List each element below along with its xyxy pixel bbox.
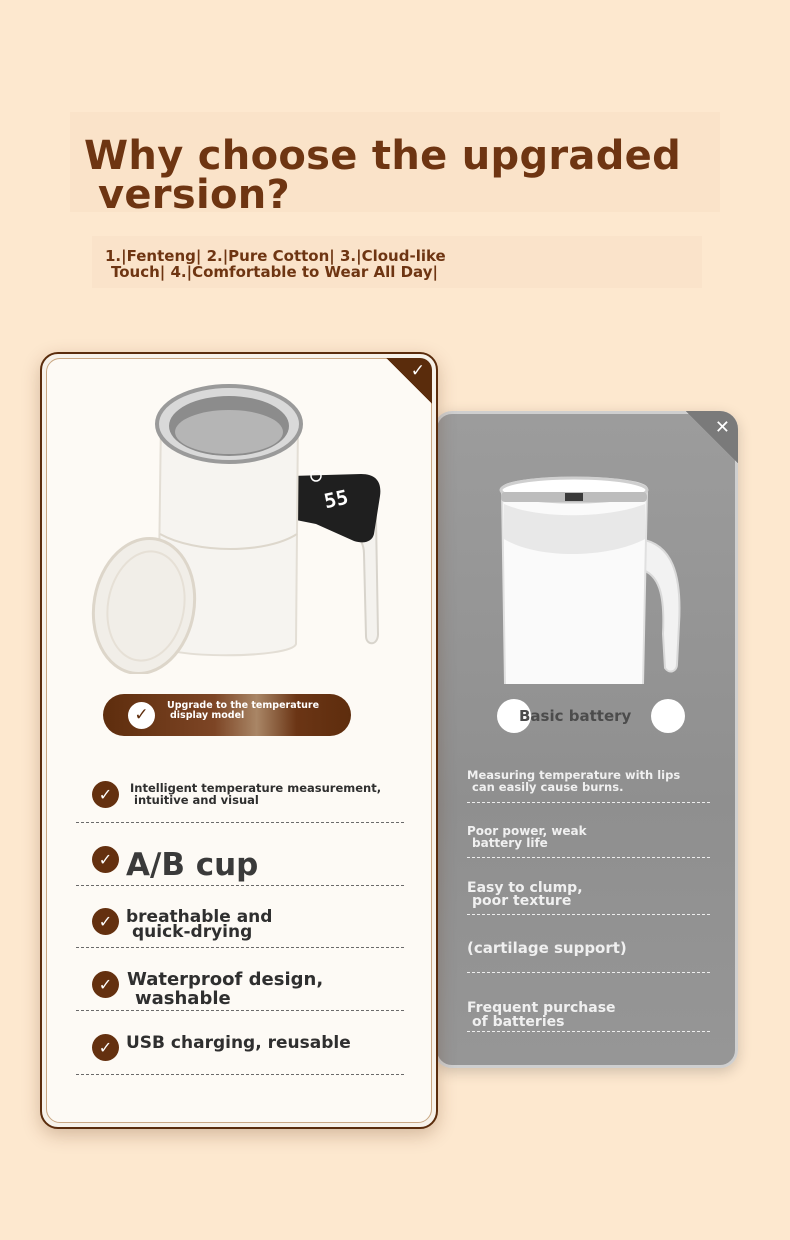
temperature-display: 55 <box>321 484 351 514</box>
upgrade-pill-line1: Upgrade to the temperature <box>167 700 320 711</box>
page-subtitle <box>105 248 665 280</box>
upgrade-model-pill <box>103 694 351 736</box>
basic-battery-pill <box>497 698 685 734</box>
basic-feature-1-line2: can easily cause burns. <box>472 780 624 794</box>
basic-feature-5 <box>467 1001 710 1032</box>
upgraded-feature-3 <box>76 905 404 948</box>
basic-feature-4 <box>467 940 710 973</box>
check-icon: ✓ <box>92 1034 119 1061</box>
basic-feature-5-line1: Frequent purchase <box>467 1000 616 1016</box>
upgraded-feature-1 <box>76 779 404 823</box>
upgraded-feature-5-line1: USB charging, reusable <box>126 1033 351 1053</box>
basic-feature-2-line1: Poor power, weak <box>467 824 587 838</box>
basic-mug-image <box>497 464 697 684</box>
upgraded-feature-1-line1: Intelligent temperature measurement, <box>130 781 382 795</box>
check-icon: ✓ <box>92 971 119 998</box>
check-icon: ✓ <box>92 781 119 808</box>
basic-feature-2 <box>467 825 710 858</box>
pill-dot-right <box>651 699 685 733</box>
upgrade-pill-label <box>167 701 327 721</box>
upgraded-feature-2 <box>76 843 404 886</box>
check-icon: ✓ <box>92 908 119 935</box>
premium-mug-image <box>86 384 396 674</box>
upgraded-feature-2-line1: A/B cup <box>126 847 259 883</box>
basic-feature-3 <box>467 882 710 915</box>
basic-corner-badge <box>686 411 738 463</box>
basic-feature-4-line1: (cartilage support) <box>467 939 627 957</box>
upgraded-feature-3-line2: quick-drying <box>132 922 253 942</box>
check-icon: ✓ <box>410 361 425 381</box>
title-line-1: Why choose the upgraded <box>84 133 682 179</box>
basic-feature-3-line2: poor texture <box>472 893 572 909</box>
close-icon: ✕ <box>714 417 730 438</box>
basic-version-card <box>434 411 738 1068</box>
upgraded-feature-3-text <box>126 907 273 942</box>
basic-feature-1 <box>467 769 710 803</box>
check-icon: ✓ <box>92 846 119 873</box>
upgraded-feature-2-text <box>126 849 258 881</box>
subtitle-line-2: Touch| 4.|Comfortable to Wear All Day| <box>111 263 438 281</box>
basic-feature-5-line2: of batteries <box>472 1014 565 1030</box>
upgraded-feature-4-text <box>127 970 323 1008</box>
page-title <box>84 133 704 218</box>
upgraded-feature-4-line2: washable <box>135 988 231 1009</box>
basic-pill-label: Basic battery <box>519 707 632 725</box>
subtitle-line-1: 1.|Fenteng| 2.|Pure Cotton| 3.|Cloud-like <box>105 247 446 265</box>
basic-feature-2-line2: battery life <box>472 836 548 850</box>
title-line-2: version? <box>98 172 291 218</box>
upgraded-feature-4 <box>76 967 404 1011</box>
upgraded-feature-1-line2: intuitive and visual <box>134 793 259 807</box>
basic-feature-1-line1: Measuring temperature with lips <box>467 768 681 782</box>
upgrade-pill-line2: display model <box>170 710 245 721</box>
upgraded-version-card <box>40 352 438 1129</box>
upgraded-feature-5-text <box>126 1033 351 1053</box>
upgraded-feature-3-line1: breathable and <box>126 907 273 927</box>
basic-feature-3-line1: Easy to clump, <box>467 880 583 896</box>
upgraded-feature-5 <box>76 1030 404 1075</box>
upgraded-feature-1-text <box>130 782 381 806</box>
check-icon: ✓ <box>128 702 155 729</box>
upgraded-feature-4-line1: Waterproof design, <box>127 969 324 990</box>
